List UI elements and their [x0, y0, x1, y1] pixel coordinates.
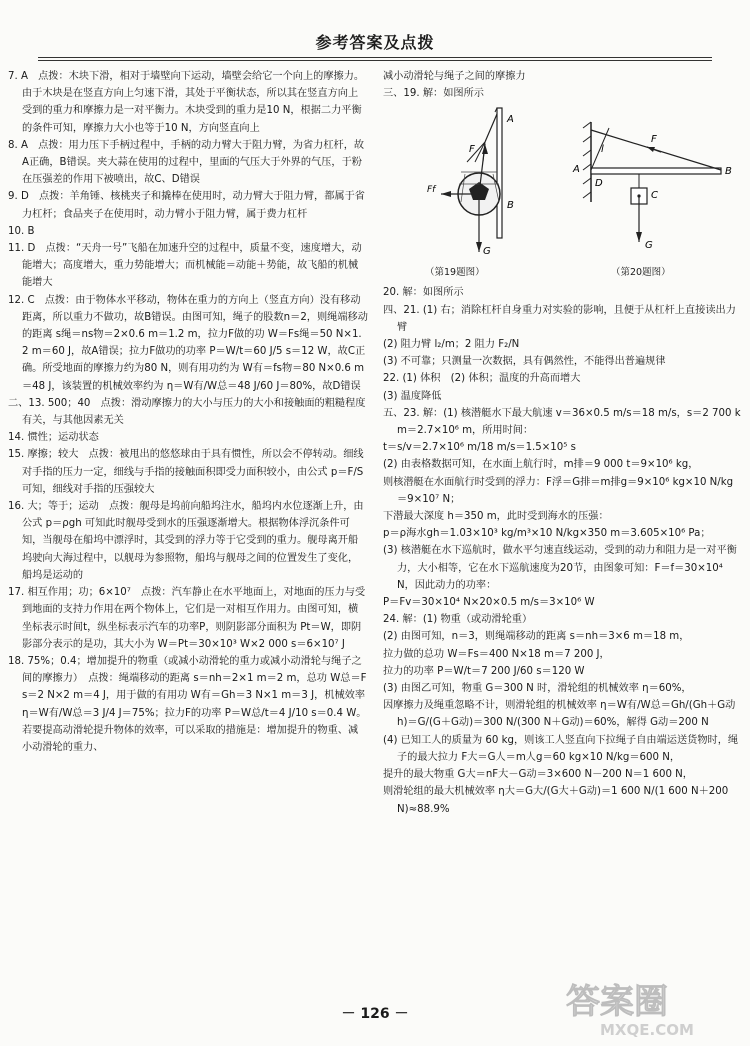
answer-item: 提升的最大物重 G大＝nF大－G动＝3×600 N－200 N＝1 600 N，: [383, 769, 693, 781]
answer-item: 17. 相互作用；功；6×10⁷ 点拨：汽车静止在水平地面上，对地面的压力与受到地面的支持力作用在两个物体上，它们是一对相互作用力。由图可知，横坐标表示时间t，纵坐标表示汽车的功率P，则阴影部分面积为 Pt＝W，即阴影部分表示的是功，其大小为 W＝Pt＝30×10³ W×2 000 s＝6×10⁷ J: [8, 587, 366, 650]
label-B: B: [507, 200, 514, 212]
page-number: － 126 －: [341, 1006, 409, 1022]
answer-item: 10. B: [8, 225, 35, 237]
answer-item: 9. D 点拨：羊角锤、核桃夹子和撬棒在使用时，动力臂大于阻力臂，都属于省力杠杆；食品夹子在使用时，动力臂小于阻力臂，属于费力杠杆: [8, 191, 365, 220]
answer-item: 减小动滑轮与绳子之间的摩擦力: [383, 71, 526, 82]
answer-item: 8. A 点拨：用力压下手柄过程中，手柄的动力臂大于阻力臂，为省力杠杆，故A正确，B错误。夹大蒜在使用的过程中，里面的气压大于外界的气压，于粉在压强差的作用下被喷出，故C、D错误: [8, 139, 365, 186]
answer-item: 14. 惯性；运动状态: [8, 432, 99, 444]
answer-item: 二、13. 500；40 点拨：滑动摩擦力的大小与压力的大小和接触面的粗糙程度有关，与其他因素无关: [8, 397, 366, 427]
answer-item: 拉力的功率 P＝W/t＝7 200 J/60 s＝120 W: [383, 665, 585, 677]
answer-item: t＝s/v＝2.7×10⁶ m/18 m/s＝1.5×10⁵ s: [383, 442, 576, 454]
left-column: [6, 68, 368, 756]
label-Ff: Ff: [427, 185, 436, 196]
answer-item: P＝Fv＝30×10⁴ N×20×0.5 m/s＝3×10⁶ W: [383, 597, 595, 609]
answer-item: 三、19. 解：如图所示: [383, 88, 484, 100]
label-B: B: [725, 166, 732, 178]
watermark-small: MXQE.COM: [600, 1021, 694, 1039]
label-A: A: [573, 164, 580, 176]
answer-item: (3) 由图乙可知，物重 G＝300 N 时，滑轮组的机械效率 η＝60%，: [383, 683, 692, 695]
answer-item: 则核潜艇在水面航行时受到的浮力：F浮＝G排＝m排g＝9×10⁶ kg×10 N/kg＝9×10⁷ N；: [383, 476, 734, 505]
answer-item: 18. 75%；0.4；增加提升的物重（或减小动滑轮的重力或减小动滑轮与绳子之间的摩擦力） 点拨：绳端移动的距离 s＝nh＝2×1 m＝2 m，总功 W总＝Fs＝2 N×2 m＝4 J，用于做的有用功 W有＝Gh＝3 N×1 m＝3 J，机械效率 η＝W有/W总＝3 J/4 J＝75%；拉力F的功率 P＝W总/t＝4 J/10 s＝0.4 W。若要提高动滑轮提升物体的效率，可以采取的措施是：增加提升的物重、减小动滑轮的重力、: [8, 655, 367, 753]
page-title: 参考答案及点拨: [315, 33, 435, 52]
label-G: G: [483, 246, 491, 258]
answer-item: 22. (1) 体积 (2) 体积；温度的升高而增大: [383, 373, 581, 385]
answer-item: (3) 核潜艇在水下巡航时，做水平匀速直线运动，受到的动力和阻力是一对平衡力，大小相等，它在水下巡航速度为20节，由图象可知：F＝f＝30×10⁴ N，因此动力的功率：: [383, 545, 737, 591]
label-F: F: [469, 144, 475, 156]
answer-item: 7. A 点拨：木块下滑，相对于墙壁向下运动，墙壁会给它一个向上的摩擦力。由于木块是在竖直方向上匀速下滑，其处于平衡状态，所以其在竖直方向上受到的重力和摩擦力是一对平衡力。木块受到的重力是10 N，根据二力平衡的条件可知，摩擦力大小也等于10 N，方向竖直向上: [8, 71, 365, 134]
answer-item: 四、21. (1) 右；消除杠杆自身重力对实验的影响，且便于从杠杆上直接读出力臂: [383, 304, 736, 333]
answer-item: 16. 大；等于；运动 点拨：舰母是坞前向船坞注水，船坞内水位逐渐上升，由公式 p＝ρgh 可知此时舰母受到水的压强逐渐增大。根据物体浮沉条件可知，当舰母在船坞中漂浮时，其受到的浮力等于它受到的重力。舰母离开船坞驶向大海过程中，以舰母为参照物，船坞与舰母之间的位置发生了变化，船坞是运动的: [8, 501, 364, 581]
answer-item: (2) 由图可知，n＝3，则绳端移动的距离 s＝nh＝3×6 m＝18 m，: [383, 631, 690, 643]
answer-item: (3) 不可靠；只测量一次数据，具有偶然性，不能得出普遍规律: [383, 356, 666, 368]
answer-item: 20. 解：如图所示: [383, 287, 464, 299]
label-l: l: [601, 144, 604, 156]
answer-item: (3) 温度降低: [383, 390, 442, 402]
header-rule-bottom: [38, 60, 712, 61]
answer-item: 拉力做的总功 W＝Fs＝400 N×18 m＝7 200 J，: [383, 648, 610, 660]
answer-item: (4) 已知工人的质量为 60 kg，则该工人竖直向下拉绳子自由端运送货物时，绳子的最大拉力 F大＝G人＝m人g＝60 kg×10 N/kg＝600 N，: [383, 734, 739, 763]
answer-item: 五、23. 解：(1) 核潜艇水下最大航速 v＝36×0.5 m/s＝18 m/s，s＝2 700 km＝2.7×10⁶ m，所用时间：: [383, 407, 741, 437]
label-A: A: [507, 114, 514, 126]
answer-item: 因摩擦力及绳重忽略不计，则滑轮组的机械效率 η＝W有/W总＝Gh/(Gh＋G动h)＝G/(G＋G动)＝300 N/(300 N＋G动)＝60%，解得 G动＝200 N: [383, 700, 736, 729]
answer-item: 则滑轮组的最大机械效率 η大＝G大/(G大＋G动)＝1 600 N/(1 600 N＋200 N)≈88.9%: [383, 786, 729, 815]
answer-item: (2) 由表格数据可知，在水面上航行时，m排＝9 000 t＝9×10⁶ kg，: [383, 459, 699, 471]
figure-19-caption: （第19题图）: [425, 267, 485, 279]
answer-item: 24. 解：(1) 物重（或动滑轮重）: [383, 614, 533, 626]
figure-20-diagram: [561, 102, 736, 262]
label-D: D: [595, 178, 603, 190]
label-F: F: [651, 134, 657, 146]
watermark-big: 答案圈: [566, 982, 668, 1022]
answer-item: 15. 摩擦；较大 点拨：被甩出的悠悠球由于具有惯性，所以会不停转动。细线对手指的压力一定，细线与手指的接触面积即受力面积较小，由公式 p＝F/S 可知，细线对手指的压强较大: [8, 449, 364, 495]
header-rule-top: [38, 57, 712, 58]
answer-item: 11. D 点拨：“天舟一号”飞船在加速升空的过程中，质量不变，速度增大，动能增大；高度增大，重力势能增大；而机械能＝动能＋势能，故飞船的机械能增大: [8, 243, 362, 289]
answer-item: (2) 阻力臂 l₂/m；2 阻力 F₂/N: [383, 339, 520, 351]
label-C: C: [651, 190, 658, 202]
figures: [381, 102, 743, 284]
label-G: G: [645, 240, 653, 252]
figure-20-caption: （第20题图）: [611, 267, 671, 279]
answer-item: 下潜最大深度 h＝350 m，此时受到海水的压强：: [383, 511, 609, 523]
site-watermark-logo: [560, 975, 745, 1041]
right-column: [381, 68, 743, 818]
figure-19-diagram: [411, 102, 561, 262]
answer-item: p＝ρ海水gh＝1.03×10³ kg/m³×10 N/kg×350 m＝3.605×10⁶ Pa；: [383, 528, 711, 540]
answer-item: 12. C 点拨：由于物体水平移动，物体在重力的方向上（竖直方向）没有移动距离，所以重力不做功，故B错误。由图可知，绳子的股数n＝2，则绳端移动的距离 s绳＝ns物＝2×0.6 m＝1.2 m，拉力F做的功 W＝Fs绳＝50 N×1.2 m＝60 J，故A错误；拉力F做功的功率 P＝W/t＝60 J/5 s＝12 W，故C正确。所受地面的摩擦力约为80 N，则有用功约为 W有＝fs物＝80 N×0.6 m＝48 J，该装置的机械效率约为 η＝W有/W总＝48 J/60 J＝80%，故D错误: [8, 294, 368, 392]
page-header: [0, 0, 750, 62]
